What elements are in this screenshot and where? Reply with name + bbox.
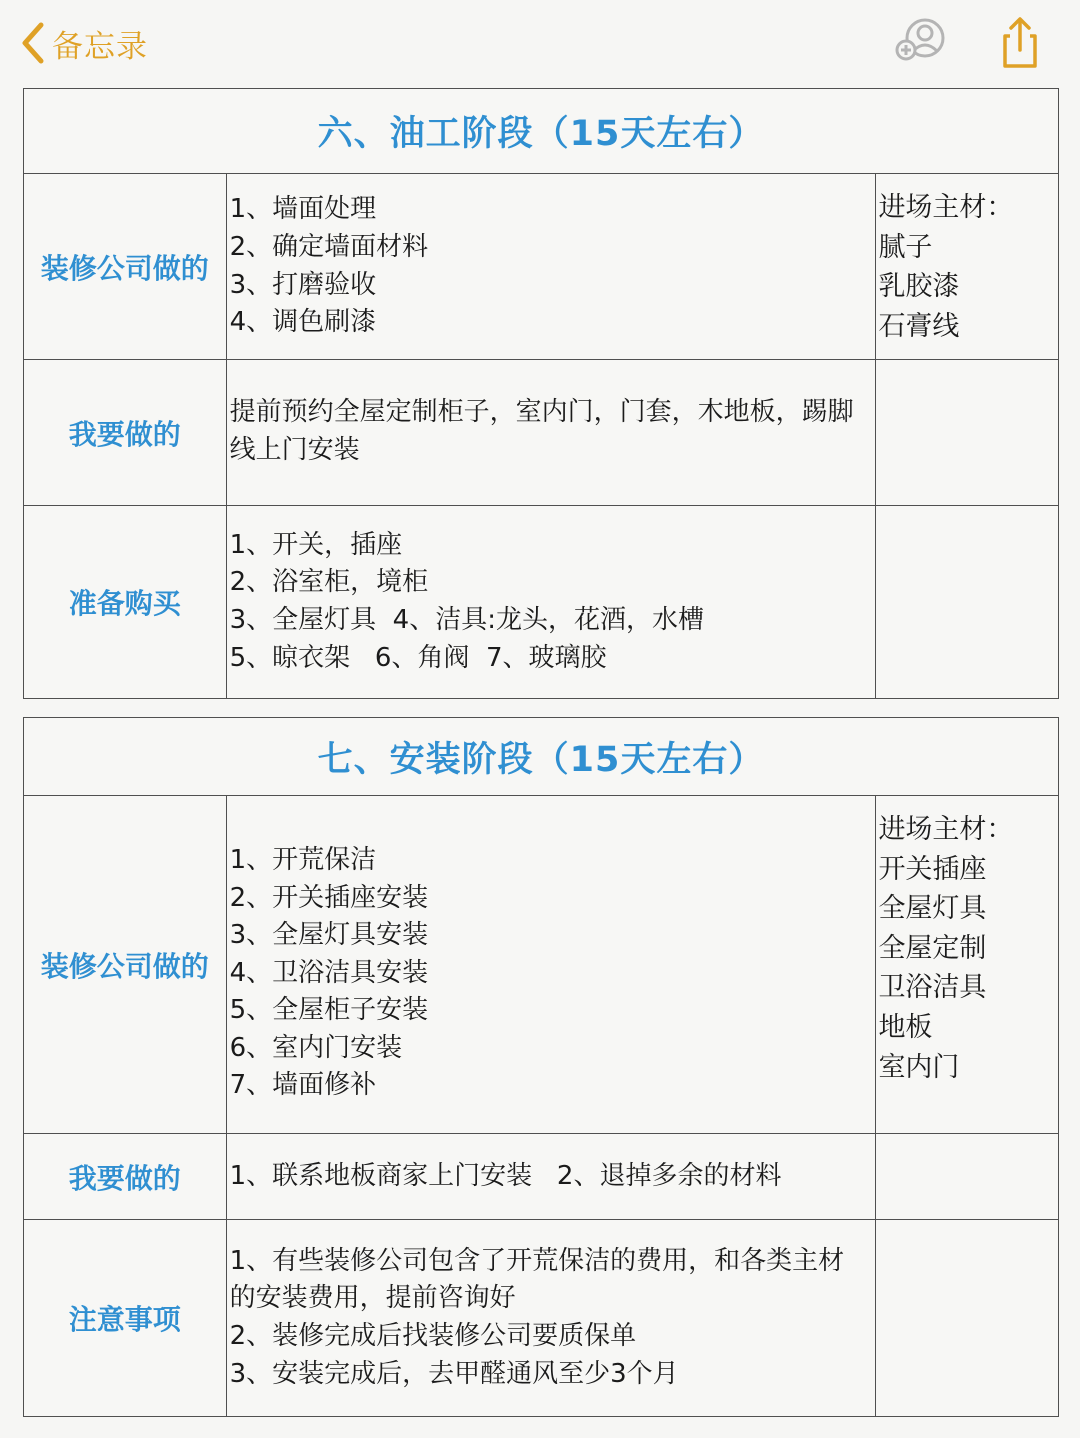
materials-heading: 进场主材： <box>878 192 1014 223</box>
list-item: 2、装修完成后找装修公司要质保单 <box>229 1321 637 1351</box>
material-item: 乳胶漆 <box>878 271 960 303</box>
table-title: 七、安装阶段（15天左右） <box>24 718 1059 796</box>
task-list <box>226 174 876 360</box>
list-item: 1、墙面处理 <box>229 194 377 225</box>
oil-phase-table <box>23 88 1059 699</box>
share-button[interactable] <box>996 16 1044 74</box>
row-label: 装修公司做的 <box>24 796 227 1134</box>
materials-list <box>876 796 1059 1134</box>
list-item: 2、确定墙面材料 <box>229 231 429 262</box>
list-item: 6、室内门安装 <box>229 1032 403 1063</box>
empty-cell <box>876 1134 1059 1220</box>
list-item: 1、开荒保洁 <box>229 844 377 875</box>
material-item: 室内门 <box>878 1051 960 1083</box>
table-title: 六、油工阶段（15天左右） <box>24 89 1059 174</box>
back-button[interactable] <box>20 20 148 66</box>
list-item: 1、有些装修公司包含了开荒保洁的费用，和各类主材的安装费用，提前咨询好 <box>229 1245 845 1314</box>
list-item: 3、打磨验收 <box>229 269 377 300</box>
list-item: 3、全屋灯具 4、洁具:龙头，花酒，水槽 <box>229 605 704 635</box>
list-item: 3、全屋灯具安装 <box>229 920 429 951</box>
navigation-bar <box>0 0 1080 88</box>
list-item: 4、调色刷漆 <box>229 307 377 338</box>
add-person-icon <box>892 16 948 68</box>
material-item: 卫浴洁具 <box>878 972 987 1004</box>
list-item: 1、开关，插座 <box>229 529 403 560</box>
share-icon <box>996 16 1044 70</box>
material-item: 石膏线 <box>878 310 960 342</box>
materials-heading: 进场主材： <box>878 814 1014 845</box>
list-item: 3、安装完成后，去甲醛通风至少3个月 <box>229 1358 679 1389</box>
list-item: 7、墙面修补 <box>229 1070 377 1101</box>
list-item: 4、卫浴洁具安装 <box>229 957 429 988</box>
list-item: 1、联系地板商家上门安装 2、退掉多余的材料 <box>229 1160 782 1191</box>
notes-list <box>226 1220 876 1417</box>
row-label: 我要做的 <box>24 1134 227 1220</box>
purchase-list <box>226 506 876 699</box>
list-item: 5、晾衣架 6、角阀 7、玻璃胶 <box>229 642 607 673</box>
task-text <box>226 360 876 506</box>
paragraph: 提前预约全屋定制柜子，室内门，门套，木地板，踢脚线上门安装 <box>229 397 854 465</box>
material-item: 地板 <box>878 1011 933 1043</box>
task-list <box>226 796 876 1134</box>
material-item: 全屋定制 <box>878 932 987 964</box>
list-item: 5、全屋柜子安装 <box>229 995 429 1026</box>
materials-list <box>876 174 1059 360</box>
list-item: 2、开关插座安装 <box>229 882 429 913</box>
empty-cell <box>876 506 1059 699</box>
collaborate-button[interactable] <box>892 16 948 72</box>
material-item: 全屋灯具 <box>878 893 987 925</box>
empty-cell <box>876 360 1059 506</box>
install-phase-table <box>23 717 1059 1417</box>
row-label: 注意事项 <box>24 1220 227 1417</box>
task-list <box>226 1134 876 1220</box>
chevron-left-icon <box>20 22 46 64</box>
back-label: 备忘录 <box>52 28 148 65</box>
row-label: 准备购买 <box>24 506 227 699</box>
material-item: 开关插座 <box>878 853 987 885</box>
row-label: 装修公司做的 <box>24 174 227 360</box>
empty-cell <box>876 1220 1059 1417</box>
row-label: 我要做的 <box>24 360 227 506</box>
list-item: 2、浴室柜，境柜 <box>229 567 429 598</box>
material-item: 腻子 <box>878 231 933 263</box>
